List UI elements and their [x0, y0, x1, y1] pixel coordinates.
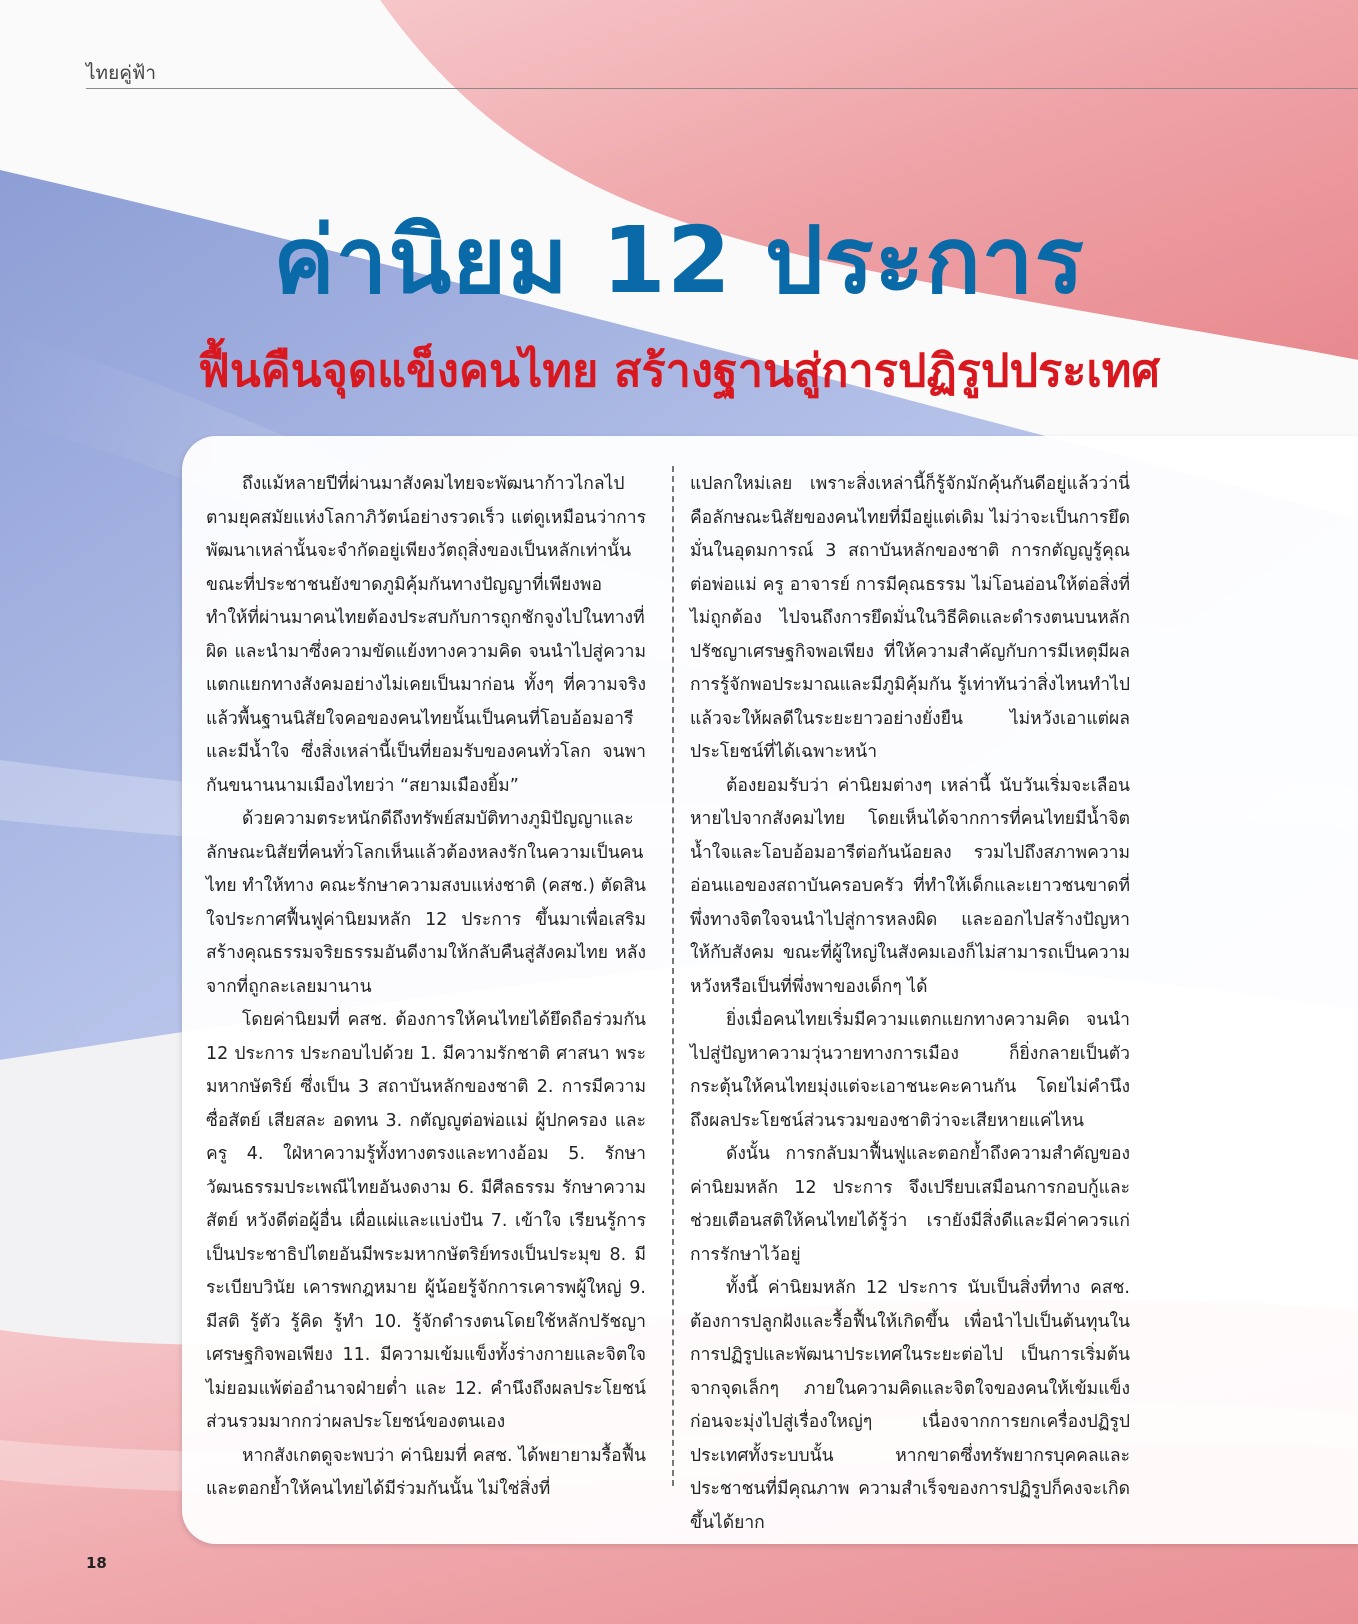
article-column-left — [206, 468, 646, 1507]
paragraph: ทั้งนี้ ค่านิยมหลัก 12 ประการ นับเป็นสิ่งที่ทาง คสช. ต้องการปลูกฝังและรื้อฟื้นให้เกิดขึ้น เพื่อนำไปเป็นต้นทุนในการปฏิรูปและพัฒนาประเทศในระยะต่อไป เป็นการเริ่มต้นจากจุดเล็กๆ ภายในความคิดและจิตใจของคนให้เข้มแข็งก่อนจะมุ่งไปสู่เรื่องใหญ่ๆ เนื่องจากการยกเครื่องปฏิรูปประเทศทั้งระบบนั้น หากขาดซึ่งทรัพยากรบุคคลและประชาชนที่มีคุณภาพ ความสำเร็จของการปฏิรูปก็คงจะเกิดขึ้นได้ยาก — [690, 1278, 1130, 1533]
section-label: ไทยคู่ฟ้า — [86, 62, 157, 84]
paragraph: โดยค่านิยมที่ คสช. ต้องการให้คนไทยได้ยึดถือร่วมกัน 12 ประการ ประกอบไปด้วย 1. มีความรักชาติ ศาสนา พระมหากษัตริย์ ซึ่งเป็น 3 สถาบันหลักของชาติ 2. การมีความซื่อสัตย์ เสียสละ อดทน 3. กตัญญูต่อพ่อแม่ ผู้ปกครอง และครู 4. ใฝ่หาความรู้ทั้งทางตรงและทางอ้อม 5. รักษาวัฒนธรรมประเพณีไทยอันงดงาม 6. มีศีลธรรม รักษาความสัตย์ หวังดีต่อผู้อื่น เผื่อแผ่และแบ่งปัน 7. เข้าใจ เรียนรู้การเป็นประชาธิปไตยอันมีพระมหากษัตริย์ทรงเป็นประมุข 8. มีระเบียบวินัย เคารพกฎหมาย ผู้น้อยรู้จักการเคารพผู้ใหญ่ 9. มีสติ รู้ตัว รู้คิด รู้ทำ 10. รู้จักดำรงตนโดยใช้หลักปรัชญาเศรษฐกิจพอเพียง 11. มีความเข้มแข็งทั้งร่างกายและจิตใจ ไม่ยอมแพ้ต่ออำนาจฝ่ายต่ำ และ 12. คำนึงถึงผลประโยชน์ส่วนรวมมากกว่าผลประโยชน์ของตนเอง — [206, 1010, 646, 1432]
page-subtitle: ฟื้นคืนจุดแข็งคนไทย สร้างฐานสู่การปฏิรูปประเทศ — [198, 344, 1160, 397]
paragraph: แปลกใหม่เลย เพราะสิ่งเหล่านี้ก็รู้จักมักคุ้นกันดีอยู่แล้วว่านี่คือลักษณะนิสัยของคนไทยที่มีอยู่แต่เดิม ไม่ว่าจะเป็นการยึดมั่นในอุดมการณ์ 3 สถาบันหลักของชาติ การกตัญญูรู้คุณต่อพ่อแม่ ครู อาจารย์ การมีคุณธรรม ไม่โอนอ่อนให้ต่อสิ่งที่ไม่ถูกต้อง ไปจนถึงการยึดมั่นในวิธีคิดและดำรงตนบนหลักปรัชญาเศรษฐกิจพอเพียง ที่ให้ความสำคัญกับการมีเหตุมีผล การรู้จักพอประมาณและมีภูมิคุ้มกัน รู้เท่าทันว่าสิ่งไหนทำไปแล้วจะให้ผลดีในระยะยาวอย่างยั่งยืน ไม่หวังเอาแต่ผลประโยชน์ที่ได้เฉพาะหน้า — [690, 474, 1130, 762]
paragraph: ดังนั้น การกลับมาฟื้นฟูและตอกย้ำถึงความสำคัญของค่านิยมหลัก 12 ประการ จึงเปรียบเสมือนการกอบกู้และช่วยเตือนสติให้คนไทยได้รู้ว่า เรายังมีสิ่งดีและมีค่าควรแก่การรักษาไว้อยู่ — [690, 1144, 1130, 1265]
article-column-right — [690, 468, 1130, 1540]
paragraph: ยิ่งเมื่อคนไทยเริ่มมีความแตกแยกทางความคิด จนนำไปสู่ปัญหาความวุ่นวายทางการเมือง ก็ยิ่งกลายเป็นตัวกระตุ้นให้คนไทยมุ่งแต่จะเอาชนะคะคานกัน โดยไม่คำนึงถึงผลประโยชน์ส่วนรวมของชาติว่าจะเสียหายแค่ไหน — [690, 1010, 1130, 1131]
paragraph: ถึงแม้หลายปีที่ผ่านมาสังคมไทยจะพัฒนาก้าวไกลไปตามยุคสมัยแห่งโลกาภิวัตน์อย่างรวดเร็ว แต่ดูเหมือนว่าการพัฒนาเหล่านั้นจะจำกัดอยู่เพียงวัตถุสิ่งของเป็นหลักเท่านั้น ขณะที่ประชาชนยังขาดภูมิคุ้มกันทางปัญญาที่เพียงพอ ทำให้ที่ผ่านมาคนไทยต้องประสบกับการถูกชักจูงไปในทางที่ผิด และนำมาซึ่งความขัดแย้งทางความคิด จนนำไปสู่ความแตกแยกทางสังคมอย่างไม่เคยเป็นมาก่อน ทั้งๆ ที่ความจริงแล้วพื้นฐานนิสัยใจคอของคนไทยนั้นเป็นคนที่โอบอ้อมอารีและมีน้ำใจ ซึ่งสิ่งเหล่านี้เป็นที่ยอมรับของคนทั่วโลก จนพากันขนานนามเมืองไทยว่า “สยามเมืองยิ้ม” — [206, 474, 646, 796]
paragraph: หากสังเกตดูจะพบว่า ค่านิยมที่ คสช. ได้พยายามรื้อฟื้นและตอกย้ำให้คนไทยได้มีร่วมกันนั้น ไม่ใช่สิ่งที่ — [206, 1445, 646, 1499]
column-divider — [672, 466, 674, 1486]
page-title: ค่านิยม 12 ประการ — [273, 207, 1085, 314]
paragraph: ด้วยความตระหนักดีถึงทรัพย์สมบัติทางภูมิปัญญาและลักษณะนิสัยที่คนทั่วโลกเห็นแล้วต้องหลงรักในความเป็นคนไทย ทำให้ทาง คณะรักษาความสงบแห่งชาติ (คสช.) ตัดสินใจประกาศฟื้นฟูค่านิยมหลัก 12 ประการ ขึ้นมาเพื่อเสริมสร้างคุณธรรมจริยธรรมอันดีงามให้กลับคืนสู่สังคมไทย หลังจากที่ถูกละเลยมานาน — [206, 809, 646, 997]
page-number: 18 — [86, 1554, 107, 1572]
header-rule — [86, 88, 1358, 89]
paragraph: ต้องยอมรับว่า ค่านิยมต่างๆ เหล่านี้ นับวันเริ่มจะเลือนหายไปจากสังคมไทย โดยเห็นได้จากการที่คนไทยมีน้ำจิตน้ำใจและโอบอ้อมอารีต่อกันน้อยลง รวมไปถึงสภาพความอ่อนแอของสถาบันครอบครัว ที่ทำให้เด็กและเยาวชนขาดที่พึ่งทางจิตใจจนนำไปสู่การหลงผิด และออกไปสร้างปัญหาให้กับสังคม ขณะที่ผู้ใหญ่ในสังคมเองก็ไม่สามารถเป็นความหวังหรือเป็นที่พึ่งพาของเด็กๆ ได้ — [690, 775, 1130, 997]
